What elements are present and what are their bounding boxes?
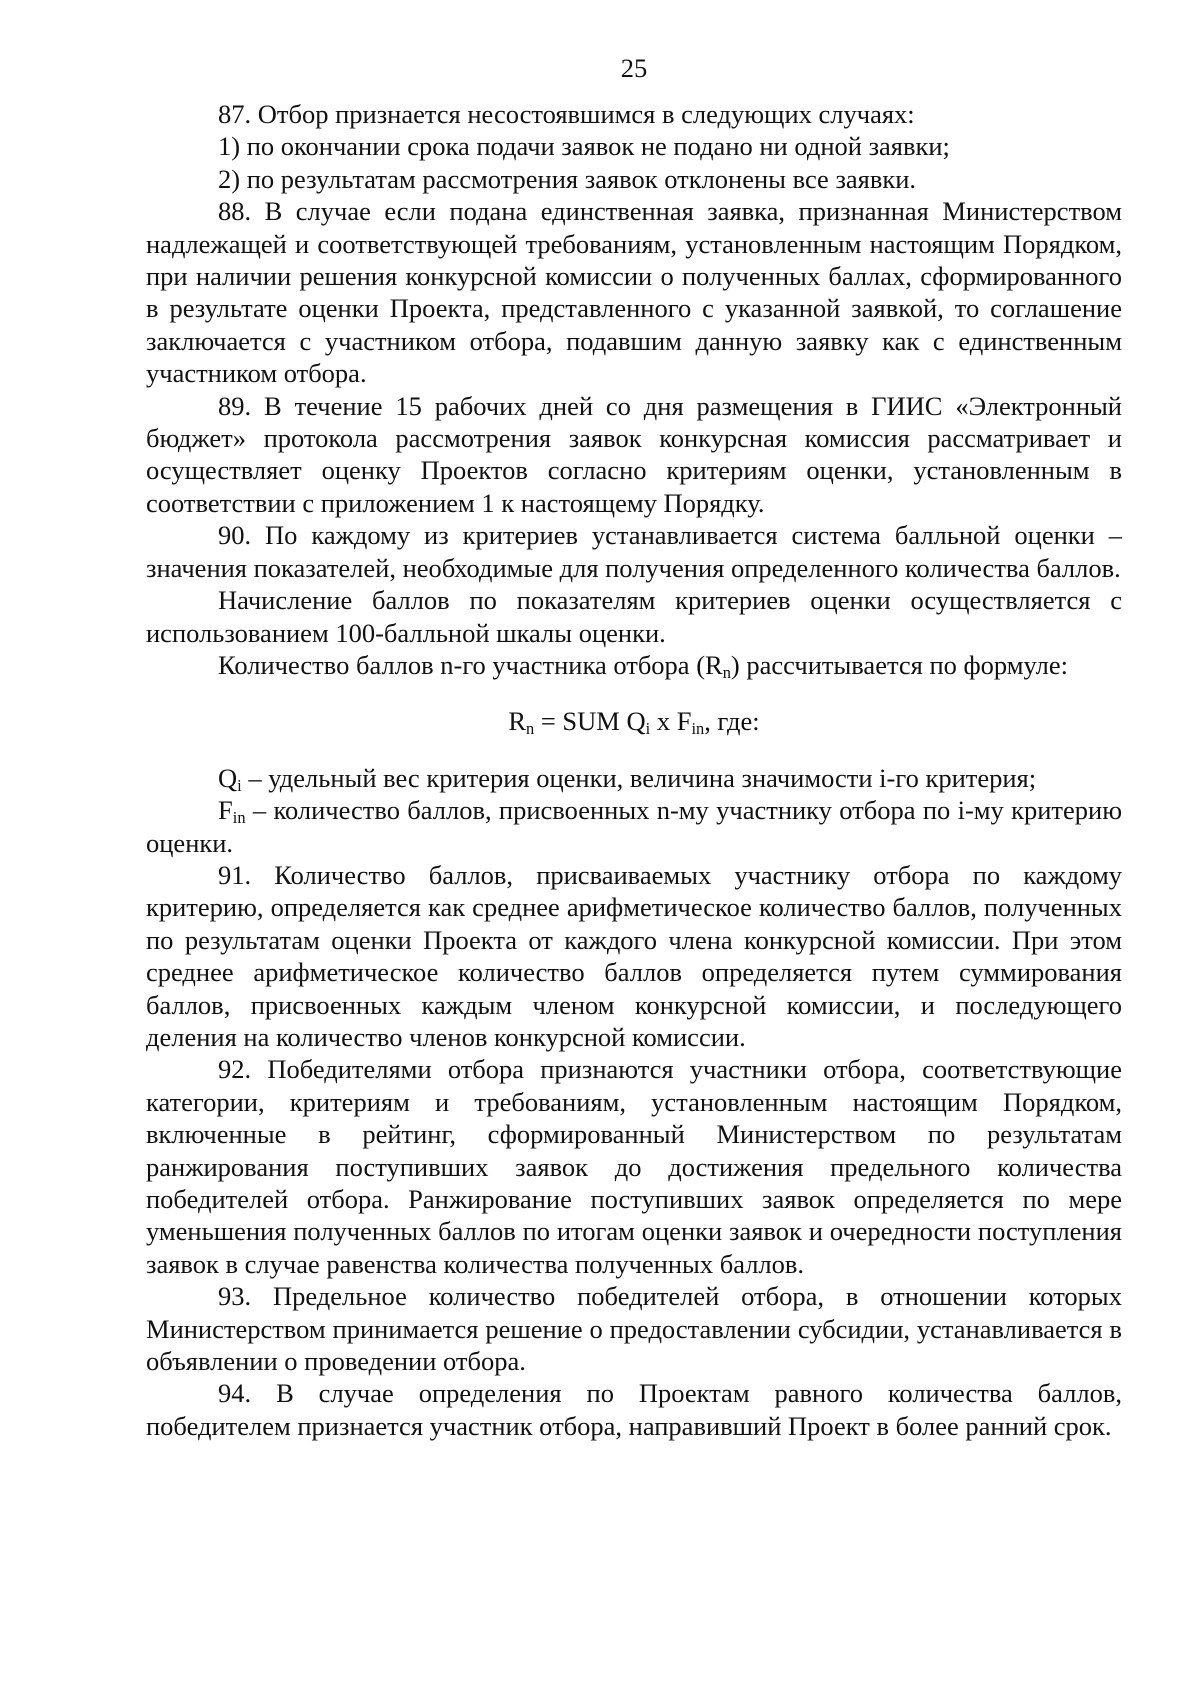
document-page xyxy=(146,52,1122,1442)
formula-q-sub: i xyxy=(645,719,651,739)
def-q-sub: i xyxy=(237,775,242,795)
formula-mid: = SUM Q xyxy=(534,706,646,737)
formula xyxy=(146,705,1122,737)
paragraph-90-scoring: Начисление баллов по показателям критериев оценки осуществляется с использованием 100-балльной шкалы оценки. xyxy=(146,585,1122,648)
paragraph-87-item-2: 2) по результатам рассмотрения заявок отклонены все заявки. xyxy=(218,163,917,194)
paragraph-90-formula-intro xyxy=(146,649,1122,681)
paragraph-93: 93. Предельное количество победителей отбора, в отношении которых Министерством принимается решение о предоставлении субсидии, устанавливается в объявлении о проведении отбора. xyxy=(146,1281,1122,1377)
formula-x: x F xyxy=(650,706,692,737)
formula-intro-post: ) рассчитывается по формуле: xyxy=(730,649,1068,680)
definition-q xyxy=(146,762,1122,794)
paragraph-90: 90. По каждому из критериев устанавливается система балльной оценки – значения показателей, необходимые для получения определенного количества баллов. xyxy=(146,520,1122,583)
def-q-text: – удельный вес критерия оценки, величина значимости i-го критерия; xyxy=(241,762,1037,793)
paragraph-87: 87. Отбор признается несостоявшимся в следующих случаях: xyxy=(218,99,915,129)
page-number: 25 xyxy=(620,53,648,83)
paragraph-92: 92. Победителями отбора признаются участники отбора, соответствующие категории, критериям и требованиям, установленным настоящим Порядком, включенные в рейтинг, сформированный Министерством по результатам ранжирования поступивших заявок до достижения предельного количества победителей отбора. Ранжирование поступивших заявок определяется по мере уменьшения полученных баллов по итогам оценки заявок и очередности поступления заявок в случае равенства количества полученных баллов. xyxy=(146,1054,1122,1279)
formula-r: R xyxy=(508,706,527,737)
def-q-symbol: Q xyxy=(218,762,238,793)
paragraph-87-item-1: 1) по окончании срока подачи заявок не подано ни одной заявки; xyxy=(218,131,950,162)
formula-intro-sub: n xyxy=(722,663,731,682)
formula-r-sub: n xyxy=(526,719,535,739)
def-f-sub: in xyxy=(232,808,246,828)
paragraph-88: 88. В случае если подана единственная заявка, признанная Министерством надлежащей и соответствующей требованиям, установленным настоящим Порядком, при наличии решения конкурсной комиссии о полученных баллах, сформированного в результате оценки Проекта, представленного с указанной заявкой, то соглашение заключается с участником отбора, подавшим данную заявку как с единственным участником отбора. xyxy=(146,196,1122,389)
paragraph-89: 89. В течение 15 рабочих дней со дня размещения в ГИИС «Электронный бюджет» протокола рассмотрения заявок конкурсная комиссия рассматривает и осуществляет оценку Проектов согласно критериям оценки, установленным в соответствии с приложением 1 к настоящему Порядку. xyxy=(146,390,1122,518)
formula-tail: , где: xyxy=(704,706,760,737)
paragraph-94: 94. В случае определения по Проектам равного количества баллов, победителем признается участник отбора, направивший Проект в более ранний срок. xyxy=(146,1378,1122,1441)
def-f-text: – количество баллов, присвоенных n-му участнику отбора по i-му критерию оценки. xyxy=(146,795,1122,858)
formula-f-sub: in xyxy=(691,719,705,739)
formula-intro-pre: Количество баллов n-го участника отбора (R xyxy=(218,649,723,680)
definition-f xyxy=(146,794,1122,859)
paragraph-91: 91. Количество баллов, присваиваемых участнику отбора по каждому критерию, определяется как среднее арифметическое количество баллов, полученных по результатам оценки Проекта от каждого члена конкурсной комиссии. При этом среднее арифметическое количество баллов определяется путем суммирования баллов, присвоенных каждым членом конкурсной комиссии, и последующего деления на количество членов конкурсной комиссии. xyxy=(146,859,1122,1052)
def-f-symbol: F xyxy=(218,795,233,826)
